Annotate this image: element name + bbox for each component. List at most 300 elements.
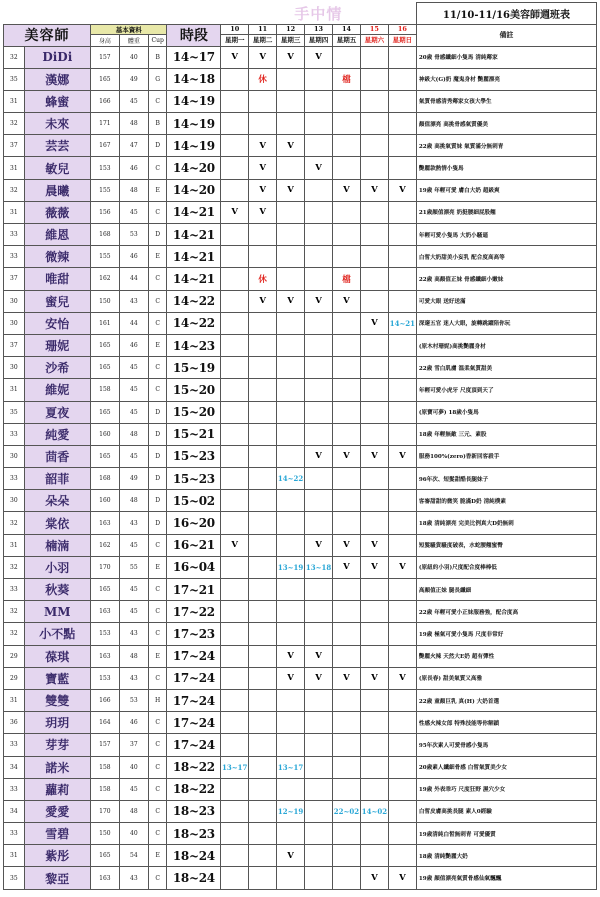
table-row — [4, 689, 597, 711]
time-slot-cell: 15~23 — [167, 445, 221, 467]
height-cell: 160 — [90, 490, 119, 512]
day-cell: 檔 — [333, 68, 361, 90]
day-cell — [333, 712, 361, 734]
table-row — [4, 246, 597, 268]
age-cell: 31 — [4, 689, 25, 711]
height-cell: 163 — [90, 601, 119, 623]
time-slot-cell: 14~20 — [167, 157, 221, 179]
weight-cell: 48 — [119, 645, 148, 667]
table-row — [4, 734, 597, 756]
day-cell — [360, 68, 388, 90]
time-slot-cell: 14~22 — [167, 312, 221, 334]
age-cell: 35 — [4, 68, 25, 90]
day-cell — [305, 224, 333, 246]
day-cell: V — [305, 534, 333, 556]
beautician-name: 唯甜 — [24, 268, 90, 290]
age-cell: 31 — [4, 379, 25, 401]
day-cell — [221, 867, 249, 889]
day-cell — [277, 423, 305, 445]
weight-cell: 40 — [119, 756, 148, 778]
day-cell — [221, 468, 249, 490]
note-cell: 服務100%(zero)香新回客殺手 — [416, 445, 596, 467]
note-cell: 年輕可愛小隻馬 大奶小騷逼 — [416, 224, 596, 246]
day-cell — [305, 246, 333, 268]
day-cell — [333, 312, 361, 334]
day-cell — [249, 423, 277, 445]
cup-cell: D — [148, 512, 167, 534]
day-cell: V — [221, 46, 249, 68]
day-date: 10 — [221, 24, 249, 34]
age-cell: 34 — [4, 800, 25, 822]
cup-cell: G — [148, 68, 167, 90]
table-row — [4, 601, 597, 623]
cup-cell: E — [148, 845, 167, 867]
day-cell — [333, 689, 361, 711]
weight-cell: 46 — [119, 712, 148, 734]
table-row — [4, 157, 597, 179]
day-cell — [305, 778, 333, 800]
day-cell — [249, 113, 277, 135]
note-cell: 可愛大眼 送好送滿 — [416, 290, 596, 312]
note-cell: 客審甜甜的微笑 脆滿D奶 清純樸素 — [416, 490, 596, 512]
weight-cell: 45 — [119, 357, 148, 379]
day-cell: V — [277, 667, 305, 689]
day-cell — [221, 601, 249, 623]
height-cell: 158 — [90, 778, 119, 800]
day-cell — [388, 334, 416, 356]
note-cell: (原寶可夢) 18歲小隻馬 — [416, 401, 596, 423]
schedule-sheet — [3, 2, 597, 890]
note-cell: 艷麗款熱情小隻馬 — [416, 157, 596, 179]
cup-cell: C — [148, 157, 167, 179]
day-cell — [221, 312, 249, 334]
note-cell: 白皙大奶甜美小妄乳 配合度高高等 — [416, 246, 596, 268]
day-cell — [277, 246, 305, 268]
day-cell: V — [249, 157, 277, 179]
day-cell — [388, 290, 416, 312]
day-cell — [333, 867, 361, 889]
time-slot-cell: 14~17 — [167, 46, 221, 68]
day-cell — [249, 579, 277, 601]
day-cell — [249, 312, 277, 334]
time-slot-cell: 15~20 — [167, 401, 221, 423]
day-cell — [360, 512, 388, 534]
table-row — [4, 268, 597, 290]
day-cell — [277, 601, 305, 623]
weight-cell: 45 — [119, 778, 148, 800]
height-cell: 158 — [90, 379, 119, 401]
day-cell — [277, 734, 305, 756]
age-cell: 35 — [4, 401, 25, 423]
age-cell: 31 — [4, 157, 25, 179]
table-row — [4, 113, 597, 135]
day-cell — [305, 468, 333, 490]
note-cell: 95年次素人可愛骨感小隻馬 — [416, 734, 596, 756]
day-cell — [388, 135, 416, 157]
cup-cell: C — [148, 290, 167, 312]
day-cell — [388, 623, 416, 645]
table-row — [4, 334, 597, 356]
day-cell — [221, 113, 249, 135]
day-cell — [388, 401, 416, 423]
day-weekday: 星期五 — [333, 34, 361, 46]
day-cell — [360, 734, 388, 756]
table-row — [4, 46, 597, 68]
age-cell: 30 — [4, 290, 25, 312]
time-slot-cell: 16~20 — [167, 512, 221, 534]
age-cell: 32 — [4, 512, 25, 534]
day-cell — [249, 512, 277, 534]
time-slot-header: 時段 — [167, 24, 221, 46]
day-cell — [249, 623, 277, 645]
note-cell: 22歲 高顏值正妹 骨感纖細小嫩妹 — [416, 268, 596, 290]
day-cell — [360, 201, 388, 223]
day-cell — [333, 512, 361, 534]
day-cell — [388, 90, 416, 112]
height-cell: 168 — [90, 468, 119, 490]
cup-cell: C — [148, 867, 167, 889]
day-cell — [388, 157, 416, 179]
day-cell: V — [249, 201, 277, 223]
age-cell: 35 — [4, 867, 25, 889]
day-cell: V — [305, 667, 333, 689]
day-cell — [277, 512, 305, 534]
day-cell — [221, 800, 249, 822]
day-cell — [333, 823, 361, 845]
note-cell: 22歲 高挑氣質妹 氣質滿分無刺青 — [416, 135, 596, 157]
day-cell: V — [277, 179, 305, 201]
table-row — [4, 800, 597, 822]
day-cell — [360, 601, 388, 623]
note-cell: 艷麗火辣 天然大E奶 超有彈性 — [416, 645, 596, 667]
day-cell — [221, 734, 249, 756]
day-cell — [249, 246, 277, 268]
time-slot-cell: 18~23 — [167, 823, 221, 845]
cup-cell: E — [148, 179, 167, 201]
day-cell: V — [360, 667, 388, 689]
cup-cell: C — [148, 712, 167, 734]
age-cell: 30 — [4, 445, 25, 467]
day-cell: V — [277, 135, 305, 157]
note-cell: 22歲 童顏巨乳 真(H) 大奶首選 — [416, 689, 596, 711]
day-cell: V — [333, 667, 361, 689]
day-cell — [249, 845, 277, 867]
day-date: 16 — [388, 24, 416, 34]
day-cell: V — [277, 290, 305, 312]
table-row — [4, 68, 597, 90]
day-cell — [333, 357, 361, 379]
day-weekday: 星期六 — [360, 34, 388, 46]
day-cell — [249, 689, 277, 711]
day-cell: V — [277, 46, 305, 68]
day-cell: V — [388, 556, 416, 578]
day-cell — [221, 423, 249, 445]
cup-cell: C — [148, 579, 167, 601]
weight-cell: 46 — [119, 246, 148, 268]
day-cell: 22~02 — [333, 800, 361, 822]
time-slot-cell: 17~24 — [167, 667, 221, 689]
note-cell: 18歲 清純艷麗大奶 — [416, 845, 596, 867]
note-cell: 神級大(G)奶 魔鬼身材 艷麗漂亮 — [416, 68, 596, 90]
day-cell — [221, 778, 249, 800]
beautician-name: 維妮 — [24, 379, 90, 401]
day-cell — [277, 201, 305, 223]
day-cell — [305, 179, 333, 201]
note-cell: (原長春) 甜美氣質又高雅 — [416, 667, 596, 689]
day-cell — [221, 334, 249, 356]
cup-cell: E — [148, 645, 167, 667]
day-cell: V — [360, 312, 388, 334]
day-cell — [277, 224, 305, 246]
age-cell: 32 — [4, 46, 25, 68]
time-slot-cell: 17~24 — [167, 712, 221, 734]
beautician-name: MM — [24, 601, 90, 623]
day-cell — [305, 334, 333, 356]
time-slot-cell: 17~23 — [167, 623, 221, 645]
weight-cell: 43 — [119, 867, 148, 889]
height-cell: 171 — [90, 113, 119, 135]
day-cell — [360, 579, 388, 601]
age-cell: 37 — [4, 135, 25, 157]
weight-cell: 40 — [119, 46, 148, 68]
day-cell: 休 — [249, 68, 277, 90]
day-cell: V — [305, 46, 333, 68]
height-cell: 170 — [90, 556, 119, 578]
age-cell: 33 — [4, 423, 25, 445]
weight-cell: 43 — [119, 623, 148, 645]
age-cell: 33 — [4, 468, 25, 490]
day-cell: V — [388, 179, 416, 201]
weight-cell: 45 — [119, 379, 148, 401]
day-cell — [249, 667, 277, 689]
day-cell — [388, 712, 416, 734]
day-cell — [333, 423, 361, 445]
cup-cell: D — [148, 468, 167, 490]
weight-cell: 46 — [119, 334, 148, 356]
note-cell: 顏值漂亮 高挑骨感氣質優美 — [416, 113, 596, 135]
age-cell: 33 — [4, 823, 25, 845]
cup-cell: C — [148, 201, 167, 223]
day-cell — [305, 845, 333, 867]
table-row — [4, 667, 597, 689]
day-cell: V — [249, 179, 277, 201]
age-cell: 32 — [4, 623, 25, 645]
time-slot-cell: 17~24 — [167, 645, 221, 667]
height-cell: 163 — [90, 645, 119, 667]
beautician-name: 維恩 — [24, 224, 90, 246]
day-cell — [333, 579, 361, 601]
day-weekday: 星期三 — [277, 34, 305, 46]
day-cell — [388, 756, 416, 778]
age-cell: 31 — [4, 201, 25, 223]
day-cell — [221, 712, 249, 734]
beautician-name: 純愛 — [24, 423, 90, 445]
time-slot-cell: 14~19 — [167, 90, 221, 112]
day-cell — [249, 734, 277, 756]
weight-cell: 48 — [119, 423, 148, 445]
weight-cell: 43 — [119, 512, 148, 534]
day-cell — [221, 401, 249, 423]
age-cell: 31 — [4, 845, 25, 867]
beautician-name: 朵朵 — [24, 490, 90, 512]
day-cell — [360, 224, 388, 246]
day-cell — [277, 157, 305, 179]
day-date: 11 — [249, 24, 277, 34]
weight-cell: 45 — [119, 90, 148, 112]
day-cell — [333, 334, 361, 356]
height-cell: 161 — [90, 312, 119, 334]
age-cell: 31 — [4, 534, 25, 556]
day-cell — [277, 312, 305, 334]
day-weekday: 星期四 — [305, 34, 333, 46]
beautician-name: 芸芸 — [24, 135, 90, 157]
weight-cell: 48 — [119, 490, 148, 512]
cup-cell: C — [148, 379, 167, 401]
height-header: 身高 — [90, 34, 119, 46]
cup-cell: C — [148, 800, 167, 822]
day-cell: 13~18 — [305, 556, 333, 578]
day-cell: 14~02 — [360, 800, 388, 822]
height-cell: 165 — [90, 445, 119, 467]
height-cell: 165 — [90, 845, 119, 867]
header-spacer — [4, 3, 221, 25]
beautician-name: 蜂蜜 — [24, 90, 90, 112]
day-cell — [221, 556, 249, 578]
day-cell — [360, 379, 388, 401]
note-cell: 年輕可愛小虎牙 尺度頂到天了 — [416, 379, 596, 401]
note-cell: 19歲 顏值漂亮氣質骨感仙氣飄飄 — [416, 867, 596, 889]
day-cell — [221, 246, 249, 268]
note-cell: 性感火辣女郎 特殊技能等你解鎖 — [416, 712, 596, 734]
day-cell — [277, 113, 305, 135]
age-cell: 32 — [4, 113, 25, 135]
day-cell — [333, 201, 361, 223]
note-cell: 22歲 年輕可愛小正妹服務強，配合度高 — [416, 601, 596, 623]
day-cell — [221, 357, 249, 379]
day-cell — [360, 778, 388, 800]
day-cell — [360, 623, 388, 645]
table-row — [4, 357, 597, 379]
day-cell — [221, 135, 249, 157]
day-cell — [249, 601, 277, 623]
table-row — [4, 823, 597, 845]
note-cell: 高顏值正妹 腿長纖細 — [416, 579, 596, 601]
day-cell — [277, 90, 305, 112]
weight-cell: 49 — [119, 68, 148, 90]
weight-cell: 46 — [119, 157, 148, 179]
shop-name: 手中情 — [294, 4, 343, 23]
beautician-name: 蘿莉 — [24, 778, 90, 800]
age-cell: 32 — [4, 179, 25, 201]
day-cell — [333, 157, 361, 179]
time-slot-cell: 15~21 — [167, 423, 221, 445]
day-cell — [221, 645, 249, 667]
day-cell — [388, 46, 416, 68]
note-cell: 19歲 極氣可愛小隻馬 尺度非常好 — [416, 623, 596, 645]
sheet-title: 11/10-11/16美容師週班表 — [416, 3, 596, 25]
cup-cell: D — [148, 224, 167, 246]
day-cell: 13~19 — [277, 556, 305, 578]
age-cell: 33 — [4, 224, 25, 246]
weight-cell: 45 — [119, 601, 148, 623]
day-cell: 檔 — [333, 268, 361, 290]
weight-cell: 45 — [119, 401, 148, 423]
table-row — [4, 712, 597, 734]
day-cell — [277, 623, 305, 645]
beautician-name: 黎亞 — [24, 867, 90, 889]
day-cell — [221, 845, 249, 867]
day-cell — [360, 268, 388, 290]
day-cell — [249, 90, 277, 112]
age-cell: 33 — [4, 734, 25, 756]
time-slot-cell: 16~21 — [167, 534, 221, 556]
table-row — [4, 290, 597, 312]
day-cell — [249, 556, 277, 578]
beautician-name: 愛愛 — [24, 800, 90, 822]
note-cell: 19歲清純白皙無刺青 可愛優質 — [416, 823, 596, 845]
day-cell — [277, 379, 305, 401]
day-cell — [277, 579, 305, 601]
time-slot-cell: 14~21 — [167, 246, 221, 268]
day-cell: V — [221, 534, 249, 556]
beautician-name: 珊妮 — [24, 334, 90, 356]
weight-cell: 47 — [119, 135, 148, 157]
weight-cell: 55 — [119, 556, 148, 578]
day-cell — [360, 468, 388, 490]
age-cell: 36 — [4, 712, 25, 734]
day-cell — [249, 800, 277, 822]
height-cell: 165 — [90, 68, 119, 90]
time-slot-cell: 18~22 — [167, 778, 221, 800]
day-weekday: 星期日 — [388, 34, 416, 46]
day-cell — [221, 179, 249, 201]
day-cell — [388, 246, 416, 268]
day-cell — [360, 113, 388, 135]
weight-cell: 54 — [119, 845, 148, 867]
weight-cell: 53 — [119, 224, 148, 246]
cup-cell: C — [148, 778, 167, 800]
time-slot-cell: 18~24 — [167, 867, 221, 889]
note-cell: 深邃五官 迷人大眼，旋轉跳躍陪你玩 — [416, 312, 596, 334]
age-cell: 34 — [4, 756, 25, 778]
cup-cell: C — [148, 756, 167, 778]
time-slot-cell: 17~21 — [167, 579, 221, 601]
day-cell: V — [333, 290, 361, 312]
day-cell: V — [305, 290, 333, 312]
beautician-name: 晨曦 — [24, 179, 90, 201]
age-cell: 30 — [4, 490, 25, 512]
beautician-name: 沙希 — [24, 357, 90, 379]
note-cell: 96年次、短髮甜酷長腿妹子 — [416, 468, 596, 490]
height-cell: 165 — [90, 334, 119, 356]
day-cell — [305, 734, 333, 756]
day-cell — [360, 90, 388, 112]
day-cell: V — [277, 645, 305, 667]
height-cell: 168 — [90, 224, 119, 246]
beautician-name: 未來 — [24, 113, 90, 135]
day-cell — [388, 823, 416, 845]
day-cell — [333, 623, 361, 645]
day-cell: 休 — [249, 268, 277, 290]
cup-cell: C — [148, 268, 167, 290]
day-cell: V — [360, 534, 388, 556]
height-cell: 165 — [90, 579, 119, 601]
day-cell — [388, 534, 416, 556]
day-cell — [249, 490, 277, 512]
day-cell — [305, 756, 333, 778]
note-cell: 18歲 清純漂亮 完美比例真大D奶無刺 — [416, 512, 596, 534]
day-cell — [388, 423, 416, 445]
